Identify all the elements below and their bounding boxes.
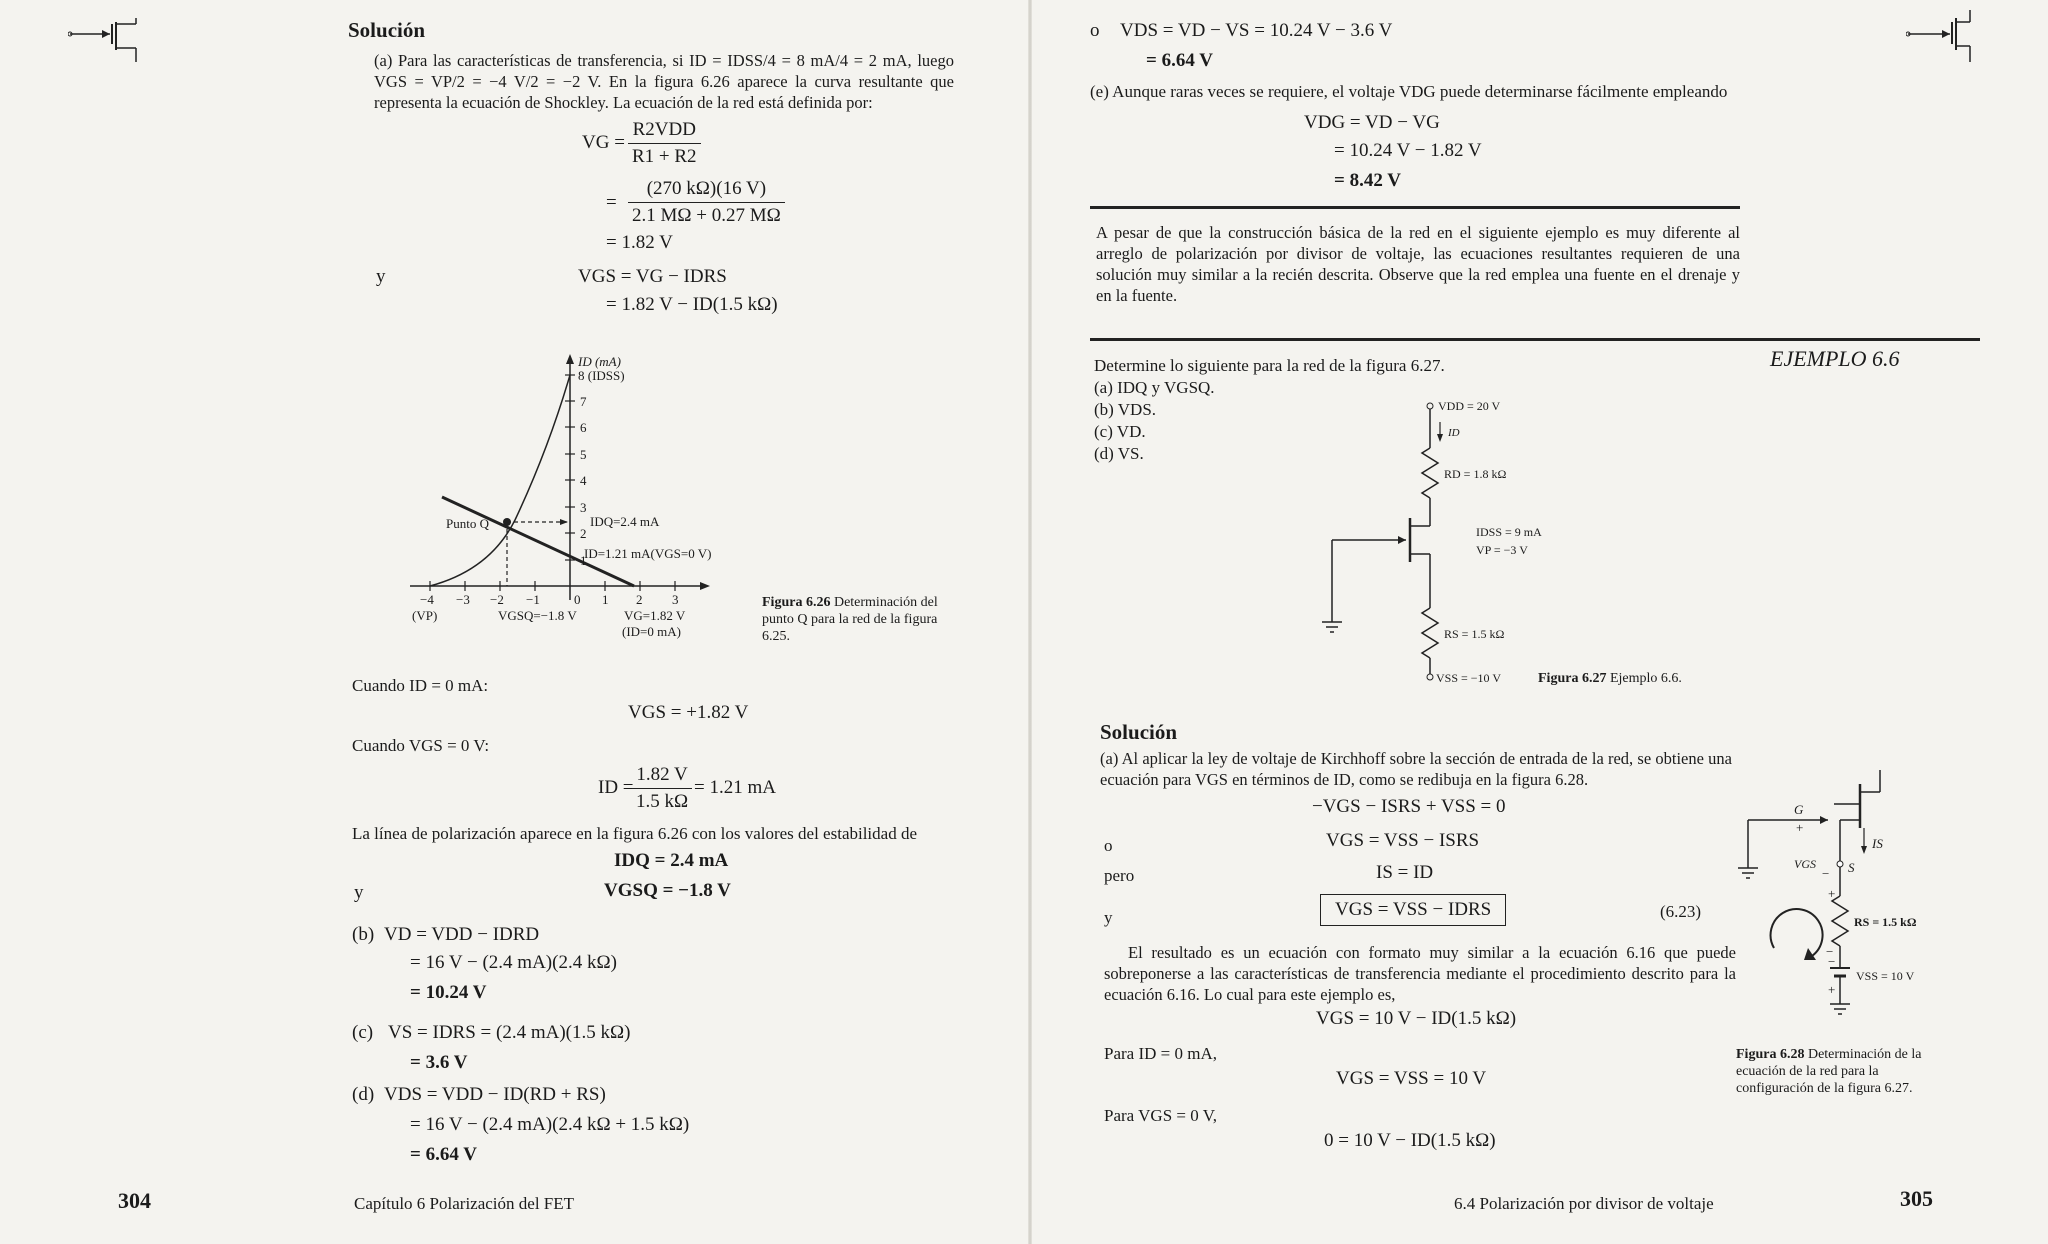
question-a: (a) IDQ y VGSQ. — [1094, 378, 1215, 397]
kvl-line1: −VGS − ISRS + VSS = 0 — [1312, 796, 1506, 817]
svg-text:+: + — [1796, 820, 1804, 835]
vp-label: VP = −3 V — [1476, 543, 1528, 557]
x-tick-0: 0 — [574, 592, 581, 607]
g-label: G — [1794, 802, 1804, 817]
rs-label: RS = 1.5 kΩ — [1444, 627, 1505, 641]
svg-text:+: + — [1828, 982, 1836, 997]
vdd-label: VDD = 20 V — [1438, 399, 1501, 413]
vgsq-label: VGSQ=−1.8 V — [498, 608, 577, 623]
is-label: IS — [1872, 836, 1883, 851]
x-axis-arrow — [700, 582, 710, 590]
eq-id-lhs: ID = — [598, 777, 634, 798]
part-c-line1: VS = IDRS = (2.4 mA)(1.5 kΩ) — [388, 1022, 631, 1043]
part-d-line1: VDS = VDD − ID(RD + RS) — [384, 1084, 606, 1105]
rs-resistor — [1422, 608, 1438, 658]
eq-vg-fraction — [628, 117, 701, 170]
part-b-line2: = 16 V − (2.4 mA)(2.4 kΩ) — [410, 952, 617, 973]
rs-resistor-2 — [1832, 896, 1848, 946]
solution-heading: Solución — [348, 18, 426, 42]
figure-6-27-circuit — [1250, 394, 1550, 686]
cuando-id-zero: Cuando ID = 0 mA: — [352, 676, 489, 695]
y-connector-3: y — [1104, 908, 1113, 927]
id0-label: (ID=0 mA) — [622, 624, 681, 639]
part-d-label: (d) — [352, 1084, 375, 1105]
vgsq-result: VGSQ = −1.8 V — [604, 880, 731, 901]
margin-fet-icon — [68, 18, 158, 66]
eq-id-rhs: = 1.21 mA — [694, 777, 776, 798]
margin-fet-icon-right — [1906, 10, 1986, 64]
page-number-left: 304 — [118, 1188, 151, 1213]
question-d: (d) VS. — [1094, 444, 1144, 463]
eq-vgs-vss: VGS = VSS = 10 V — [1336, 1068, 1487, 1089]
x-tick-m4: −4 — [420, 592, 434, 607]
determine-text: Determine lo siguiente para la red de la figura 6.27. — [1094, 356, 1445, 375]
eq-vgs1: VGS = VG − IDRS — [578, 266, 727, 287]
part-d-line2: = 16 V − (2.4 mA)(2.4 kΩ + 1.5 kΩ) — [410, 1114, 690, 1135]
figure-6-27-caption-text: Ejemplo 6.6. — [1609, 671, 1682, 686]
y-tick-5: 5 — [580, 447, 587, 462]
paragraph-a: (a) Para las características de transferencia, si ID = IDSS/4 = 8 mA/4 = 2 mA, luego VGS = VP/2 = −4 V/2 = −2 V. En la figura 6.26 aparece la curva resultante que representa la ecuación de Shockley. La ecuación de la red está definida por: — [374, 51, 954, 112]
footer-left: Capítulo 6 Polarización del FET — [354, 1194, 575, 1213]
kvl-boxed-equation: VGS = VSS − IDRS — [1320, 894, 1506, 926]
x-tick-m2: −2 — [490, 592, 504, 607]
part-b-label: (b) — [352, 924, 375, 945]
svg-text:+: + — [1828, 886, 1836, 901]
x-tick-m3: −3 — [456, 592, 470, 607]
x-tick-1: 1 — [602, 592, 609, 607]
o-connector-2: o — [1104, 836, 1113, 855]
figure-6-26-caption — [762, 594, 942, 645]
rd-resistor — [1422, 448, 1438, 498]
y-tick-4: 4 — [580, 473, 587, 488]
part-b-line3: = 10.24 V — [410, 982, 487, 1003]
kvl-line2: VGS = VSS − ISRS — [1326, 830, 1480, 851]
result-paragraph: El resultado es un ecuación con formato muy similar a la ecuación 6.16 que puede sobreponerse a las características de transferencia mediante el procedimiento descrito para la ecuación 6.16. Lo cual para este ejemplo es, — [1104, 943, 1736, 1004]
svg-text:−: − — [1822, 866, 1830, 881]
vdg-line2: = 10.24 V − 1.82 V — [1334, 140, 1482, 161]
section-rule-2 — [1090, 338, 1980, 341]
right-page — [1030, 0, 2048, 1244]
eq-zero: 0 = 10 V − ID(1.5 kΩ) — [1324, 1130, 1496, 1151]
s-label: S — [1848, 860, 1855, 875]
eq-vg-lhs: VG = — [582, 132, 625, 153]
eq-id-denominator: 1.5 kΩ — [636, 791, 689, 812]
eq-vgs-10: VGS = 10 V − ID(1.5 kΩ) — [1316, 1008, 1517, 1029]
bias-line — [442, 497, 634, 586]
y-tick-6: 6 — [580, 420, 587, 435]
svg-text:−: − — [1828, 954, 1836, 969]
kvl-line3: IS = ID — [1376, 862, 1434, 883]
idq-label: IDQ=2.4 mA — [590, 514, 660, 529]
vss-label: VSS = −10 V — [1436, 671, 1501, 685]
intro-paragraph: A pesar de que la construcción básica de la red en el siguiente ejemplo es muy diferente al arreglo de polarización por divisor de voltaje, las ecuaciones resultantes requieren de una solución muy similar a la recién descrita. Observe que la red emplea una fuente en el drenaje y en la fuente. — [1096, 223, 1740, 305]
vdd-terminal — [1427, 403, 1433, 409]
idss-label: IDSS = 9 mA — [1476, 525, 1542, 539]
eq-vgs-plus: VGS = +1.82 V — [628, 702, 749, 723]
part-e-text: (e) Aunque raras veces se requiere, el voltaje VDG puede determinarse fácilmente empleando — [1090, 82, 1728, 101]
figure-6-26-graph — [400, 350, 730, 650]
y-tick-8: 8 (IDSS) — [578, 368, 625, 383]
part-d-line3: = 6.64 V — [410, 1144, 477, 1165]
eq-vg2-fraction — [628, 176, 785, 229]
idq-result: IDQ = 2.4 mA — [614, 850, 729, 871]
figure-6-26-caption-title: Figura 6.26 — [762, 595, 831, 610]
figure-6-26-caption-text: Determinación del punto Q para la red de la figura 6.25. — [762, 595, 938, 644]
part-c-line2: = 3.6 V — [410, 1052, 468, 1073]
eq-vgs2: = 1.82 V − ID(1.5 kΩ) — [606, 294, 778, 315]
eq-vg-denominator: R1 + R2 — [632, 146, 697, 167]
vds-line1: VDS = VD − VS = 10.24 V − 3.6 V — [1120, 20, 1393, 41]
rd-label: RD = 1.8 kΩ — [1444, 467, 1507, 481]
equation-number: (6.23) — [1660, 902, 1702, 921]
part-b-line1: VD = VDD − IDRD — [384, 924, 540, 945]
question-c: (c) VD. — [1094, 422, 1146, 441]
y-tick-3: 3 — [580, 500, 587, 515]
page-number-right: 305 — [1900, 1186, 1933, 1211]
id-label: ID — [1448, 427, 1460, 439]
y-axis-arrow — [566, 354, 574, 364]
para-id-zero: Para ID = 0 mA, — [1104, 1044, 1217, 1063]
solution-heading-2: Solución — [1100, 720, 1178, 744]
shockley-curve — [430, 375, 570, 586]
solution-a-paragraph: (a) Al aplicar la ley de voltaje de Kirchhoff sobre la sección de entrada de la red, se obtiene una ecuación para VGS en términos de ID, como se redibuja en la figura 6.28. — [1100, 749, 1732, 789]
svg-text:−: − — [1826, 944, 1834, 959]
vss-terminal — [1427, 674, 1433, 680]
linea-polarizacion-text: La línea de polarización aparece en la figura 6.26 con los valores del estabilidad de — [352, 824, 918, 843]
para-vgs-zero: Para VGS = 0 V, — [1104, 1106, 1218, 1125]
pero-connector: pero — [1104, 866, 1135, 885]
x-tick-m1: −1 — [526, 592, 540, 607]
vdg-line1: VDG = VD − VG — [1304, 112, 1440, 133]
figure-6-28-caption — [1736, 1046, 1942, 1097]
figure-6-28-caption-text: Determinación de la ecuación de la red para la configuración de la figura 6.27. — [1736, 1047, 1922, 1096]
y-tick-7: 7 — [580, 394, 587, 409]
part-c-label: (c) — [352, 1022, 374, 1043]
eq-vg3: = 1.82 V — [606, 232, 673, 253]
eq-vg2-denominator: 2.1 MΩ + 0.27 MΩ — [632, 205, 781, 226]
punto-q-label: Punto Q — [446, 516, 489, 531]
rs-label-2: RS = 1.5 kΩ — [1854, 915, 1917, 929]
x-tick-3: 3 — [672, 592, 679, 607]
id-zero-vgs-label: ID=1.21 mA(VGS=0 V) — [584, 546, 712, 561]
example-title: EJEMPLO 6.6 — [1770, 346, 1900, 371]
y-axis-label: ID (mA) — [578, 354, 621, 369]
vgs-label-2: VGS — [1794, 857, 1816, 871]
vp-label: (VP) — [412, 608, 438, 623]
y-connector-1: y — [376, 266, 386, 287]
question-b: (b) VDS. — [1094, 400, 1157, 419]
loop-arrow — [1771, 909, 1823, 956]
figure-6-28-circuit — [1730, 768, 1960, 1030]
o-connector-1: o — [1090, 20, 1100, 41]
footer-right: 6.4 Polarización por divisor de voltaje — [1454, 1194, 1714, 1213]
eq-vg2-numerator: (270 kΩ)(16 V) — [628, 176, 785, 203]
y-tick-1: 1 — [580, 553, 587, 568]
eq-id-fraction — [632, 762, 692, 815]
y-tick-2: 2 — [580, 526, 587, 541]
eq-vg2-equals: = — [606, 192, 617, 213]
figure-6-28-caption-title: Figura 6.28 — [1736, 1047, 1805, 1062]
section-rule-1 — [1090, 206, 1740, 209]
vdg-line3: = 8.42 V — [1334, 170, 1401, 191]
vds-line2: = 6.64 V — [1146, 50, 1213, 71]
cuando-vgs-zero: Cuando VGS = 0 V: — [352, 736, 490, 755]
vg-label: VG=1.82 V — [624, 608, 686, 623]
y-connector-2: y — [354, 882, 364, 903]
figure-6-27-caption-title: Figura 6.27 — [1538, 671, 1607, 686]
vss-label-2: VSS = 10 V — [1856, 969, 1915, 983]
eq-id-numerator: 1.82 V — [632, 762, 692, 789]
eq-vg-numerator: R2VDD — [628, 117, 701, 144]
figure-6-27-caption — [1538, 670, 1682, 687]
x-tick-2: 2 — [636, 592, 643, 607]
